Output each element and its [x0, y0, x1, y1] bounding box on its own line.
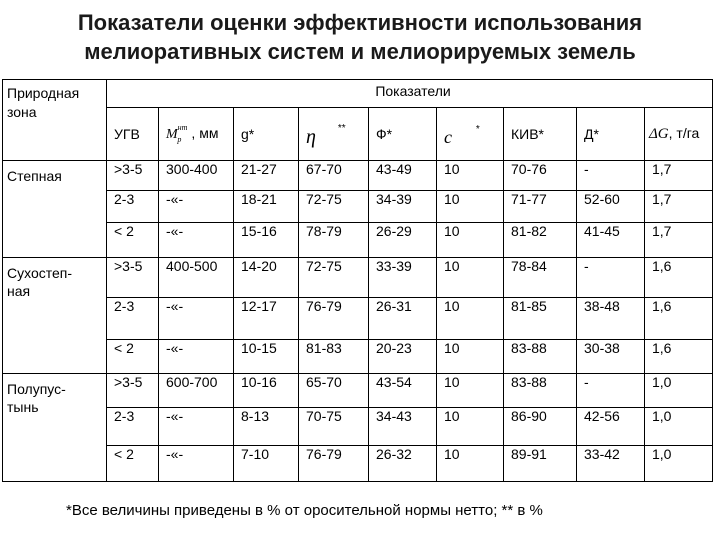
cell-ugv: < 2 [107, 446, 159, 482]
table-row [3, 374, 713, 408]
title-line-2: мелиоративных систем и мелиорируемых земель [84, 39, 636, 64]
cell-g: 8-13 [234, 408, 299, 446]
cell-m: 300-400 [159, 161, 234, 191]
cell-ugv: < 2 [107, 340, 159, 374]
cell-d: 52-60 [577, 191, 645, 223]
col-phi: Ф* [369, 108, 437, 161]
cell-m: -«- [159, 446, 234, 482]
cell-g: 10-16 [234, 374, 299, 408]
cell-dg: 1,6 [645, 340, 713, 374]
cell-eta: 72-75 [299, 258, 369, 298]
cell-eta: 70-75 [299, 408, 369, 446]
col-kiv: КИВ* [504, 108, 577, 161]
slide-title [0, 8, 720, 66]
zone-header [3, 80, 107, 161]
cell-dg: 1,7 [645, 223, 713, 258]
cell-dg: 1,6 [645, 258, 713, 298]
col-c [437, 108, 504, 161]
cell-phi: 33-39 [369, 258, 437, 298]
zone-label: Сухостеп- [7, 265, 73, 281]
cell-ugv: < 2 [107, 223, 159, 258]
cell-d: 33-42 [577, 446, 645, 482]
eta-mark: ** [337, 122, 346, 134]
zone-label-line-2: тынь [7, 399, 39, 415]
cell-kiv: 81-82 [504, 223, 577, 258]
cell-d: - [577, 374, 645, 408]
dg-unit: , т/га [668, 125, 700, 141]
cell-phi: 26-32 [369, 446, 437, 482]
cell-phi: 20-23 [369, 340, 437, 374]
cell-ugv: >3-5 [107, 258, 159, 298]
cell-ugv: >3-5 [107, 161, 159, 191]
cell-g: 21-27 [234, 161, 299, 191]
cell-eta: 72-75 [299, 191, 369, 223]
zone-steppe [3, 161, 107, 258]
m-symbol: M [166, 127, 178, 142]
cell-c: 10 [437, 298, 504, 340]
c-mark: * [475, 123, 480, 135]
table-row [3, 191, 713, 223]
cell-kiv: 86-90 [504, 408, 577, 446]
cell-g: 12-17 [234, 298, 299, 340]
col-g: g* [234, 108, 299, 161]
col-d: Д* [577, 108, 645, 161]
cell-eta: 76-79 [299, 446, 369, 482]
footnote: *Все величины приведены в % от оросительной нормы нетто; ** в % [66, 502, 543, 519]
cell-phi: 43-49 [369, 161, 437, 191]
cell-d: 30-38 [577, 340, 645, 374]
cell-kiv: 78-84 [504, 258, 577, 298]
cell-eta: 76-79 [299, 298, 369, 340]
cell-d: - [577, 161, 645, 191]
cell-c: 10 [437, 258, 504, 298]
col-eta [299, 108, 369, 161]
cell-g: 18-21 [234, 191, 299, 223]
zone-semi-desert [3, 374, 107, 482]
cell-g: 14-20 [234, 258, 299, 298]
zone-label: Полупус- [7, 381, 66, 397]
table-row [3, 446, 713, 482]
cell-eta: 65-70 [299, 374, 369, 408]
dg-symbol: ΔG [649, 126, 669, 142]
cell-m: -«- [159, 191, 234, 223]
cell-m: 600-700 [159, 374, 234, 408]
cell-dg: 1,0 [645, 408, 713, 446]
cell-c: 10 [437, 408, 504, 446]
cell-m: -«- [159, 340, 234, 374]
cell-d: 41-45 [577, 223, 645, 258]
table-row [3, 161, 713, 191]
cell-ugv: 2-3 [107, 298, 159, 340]
zone-dry-steppe [3, 258, 107, 374]
cell-phi: 26-31 [369, 298, 437, 340]
indicators-header: Показатели [107, 80, 713, 108]
table-row [3, 340, 713, 374]
cell-ugv: >3-5 [107, 374, 159, 408]
cell-eta: 81-83 [299, 340, 369, 374]
cell-eta: 78-79 [299, 223, 369, 258]
cell-dg: 1,0 [645, 374, 713, 408]
cell-kiv: 70-76 [504, 161, 577, 191]
cell-kiv: 89-91 [504, 446, 577, 482]
cell-c: 10 [437, 191, 504, 223]
c-symbol: c [444, 126, 452, 147]
title-line-1: Показатели оценки эффективности использования [77, 10, 643, 35]
cell-dg: 1,7 [645, 161, 713, 191]
cell-phi: 34-43 [369, 408, 437, 446]
cell-m: -«- [159, 408, 234, 446]
cell-phi: 34-39 [369, 191, 437, 223]
cell-c: 10 [437, 340, 504, 374]
cell-m: -«- [159, 298, 234, 340]
table-row [3, 408, 713, 446]
cell-d: - [577, 258, 645, 298]
eta-symbol: η [306, 125, 316, 148]
cell-dg: 1,7 [645, 191, 713, 223]
col-m [159, 108, 234, 161]
cell-dg: 1,6 [645, 298, 713, 340]
cell-ugv: 2-3 [107, 408, 159, 446]
cell-ugv: 2-3 [107, 191, 159, 223]
zone-label-line-2: ная [7, 283, 31, 299]
cell-kiv: 83-88 [504, 340, 577, 374]
cell-phi: 26-29 [369, 223, 437, 258]
cell-kiv: 81-85 [504, 298, 577, 340]
indicators-table [2, 79, 713, 482]
table-row [3, 258, 713, 298]
cell-g: 15-16 [234, 223, 299, 258]
m-unit: , мм [191, 125, 219, 141]
cell-dg: 1,0 [645, 446, 713, 482]
zone-header-line-1: Природная [7, 85, 80, 101]
table-row [3, 298, 713, 340]
cell-kiv: 83-88 [504, 374, 577, 408]
m-sup: нт [177, 123, 188, 132]
col-dg [645, 108, 713, 161]
cell-d: 38-48 [577, 298, 645, 340]
cell-m: 400-500 [159, 258, 234, 298]
cell-kiv: 71-77 [504, 191, 577, 223]
m-sub: р [177, 135, 182, 144]
col-ugv: УГВ [107, 108, 159, 161]
cell-m: -«- [159, 223, 234, 258]
cell-c: 10 [437, 161, 504, 191]
cell-eta: 67-70 [299, 161, 369, 191]
cell-d: 42-56 [577, 408, 645, 446]
cell-c: 10 [437, 223, 504, 258]
cell-g: 10-15 [234, 340, 299, 374]
zone-header-line-2: зона [7, 104, 37, 120]
cell-c: 10 [437, 446, 504, 482]
cell-phi: 43-54 [369, 374, 437, 408]
cell-g: 7-10 [234, 446, 299, 482]
cell-c: 10 [437, 374, 504, 408]
table-row [3, 223, 713, 258]
zone-label: Степная [7, 168, 62, 184]
